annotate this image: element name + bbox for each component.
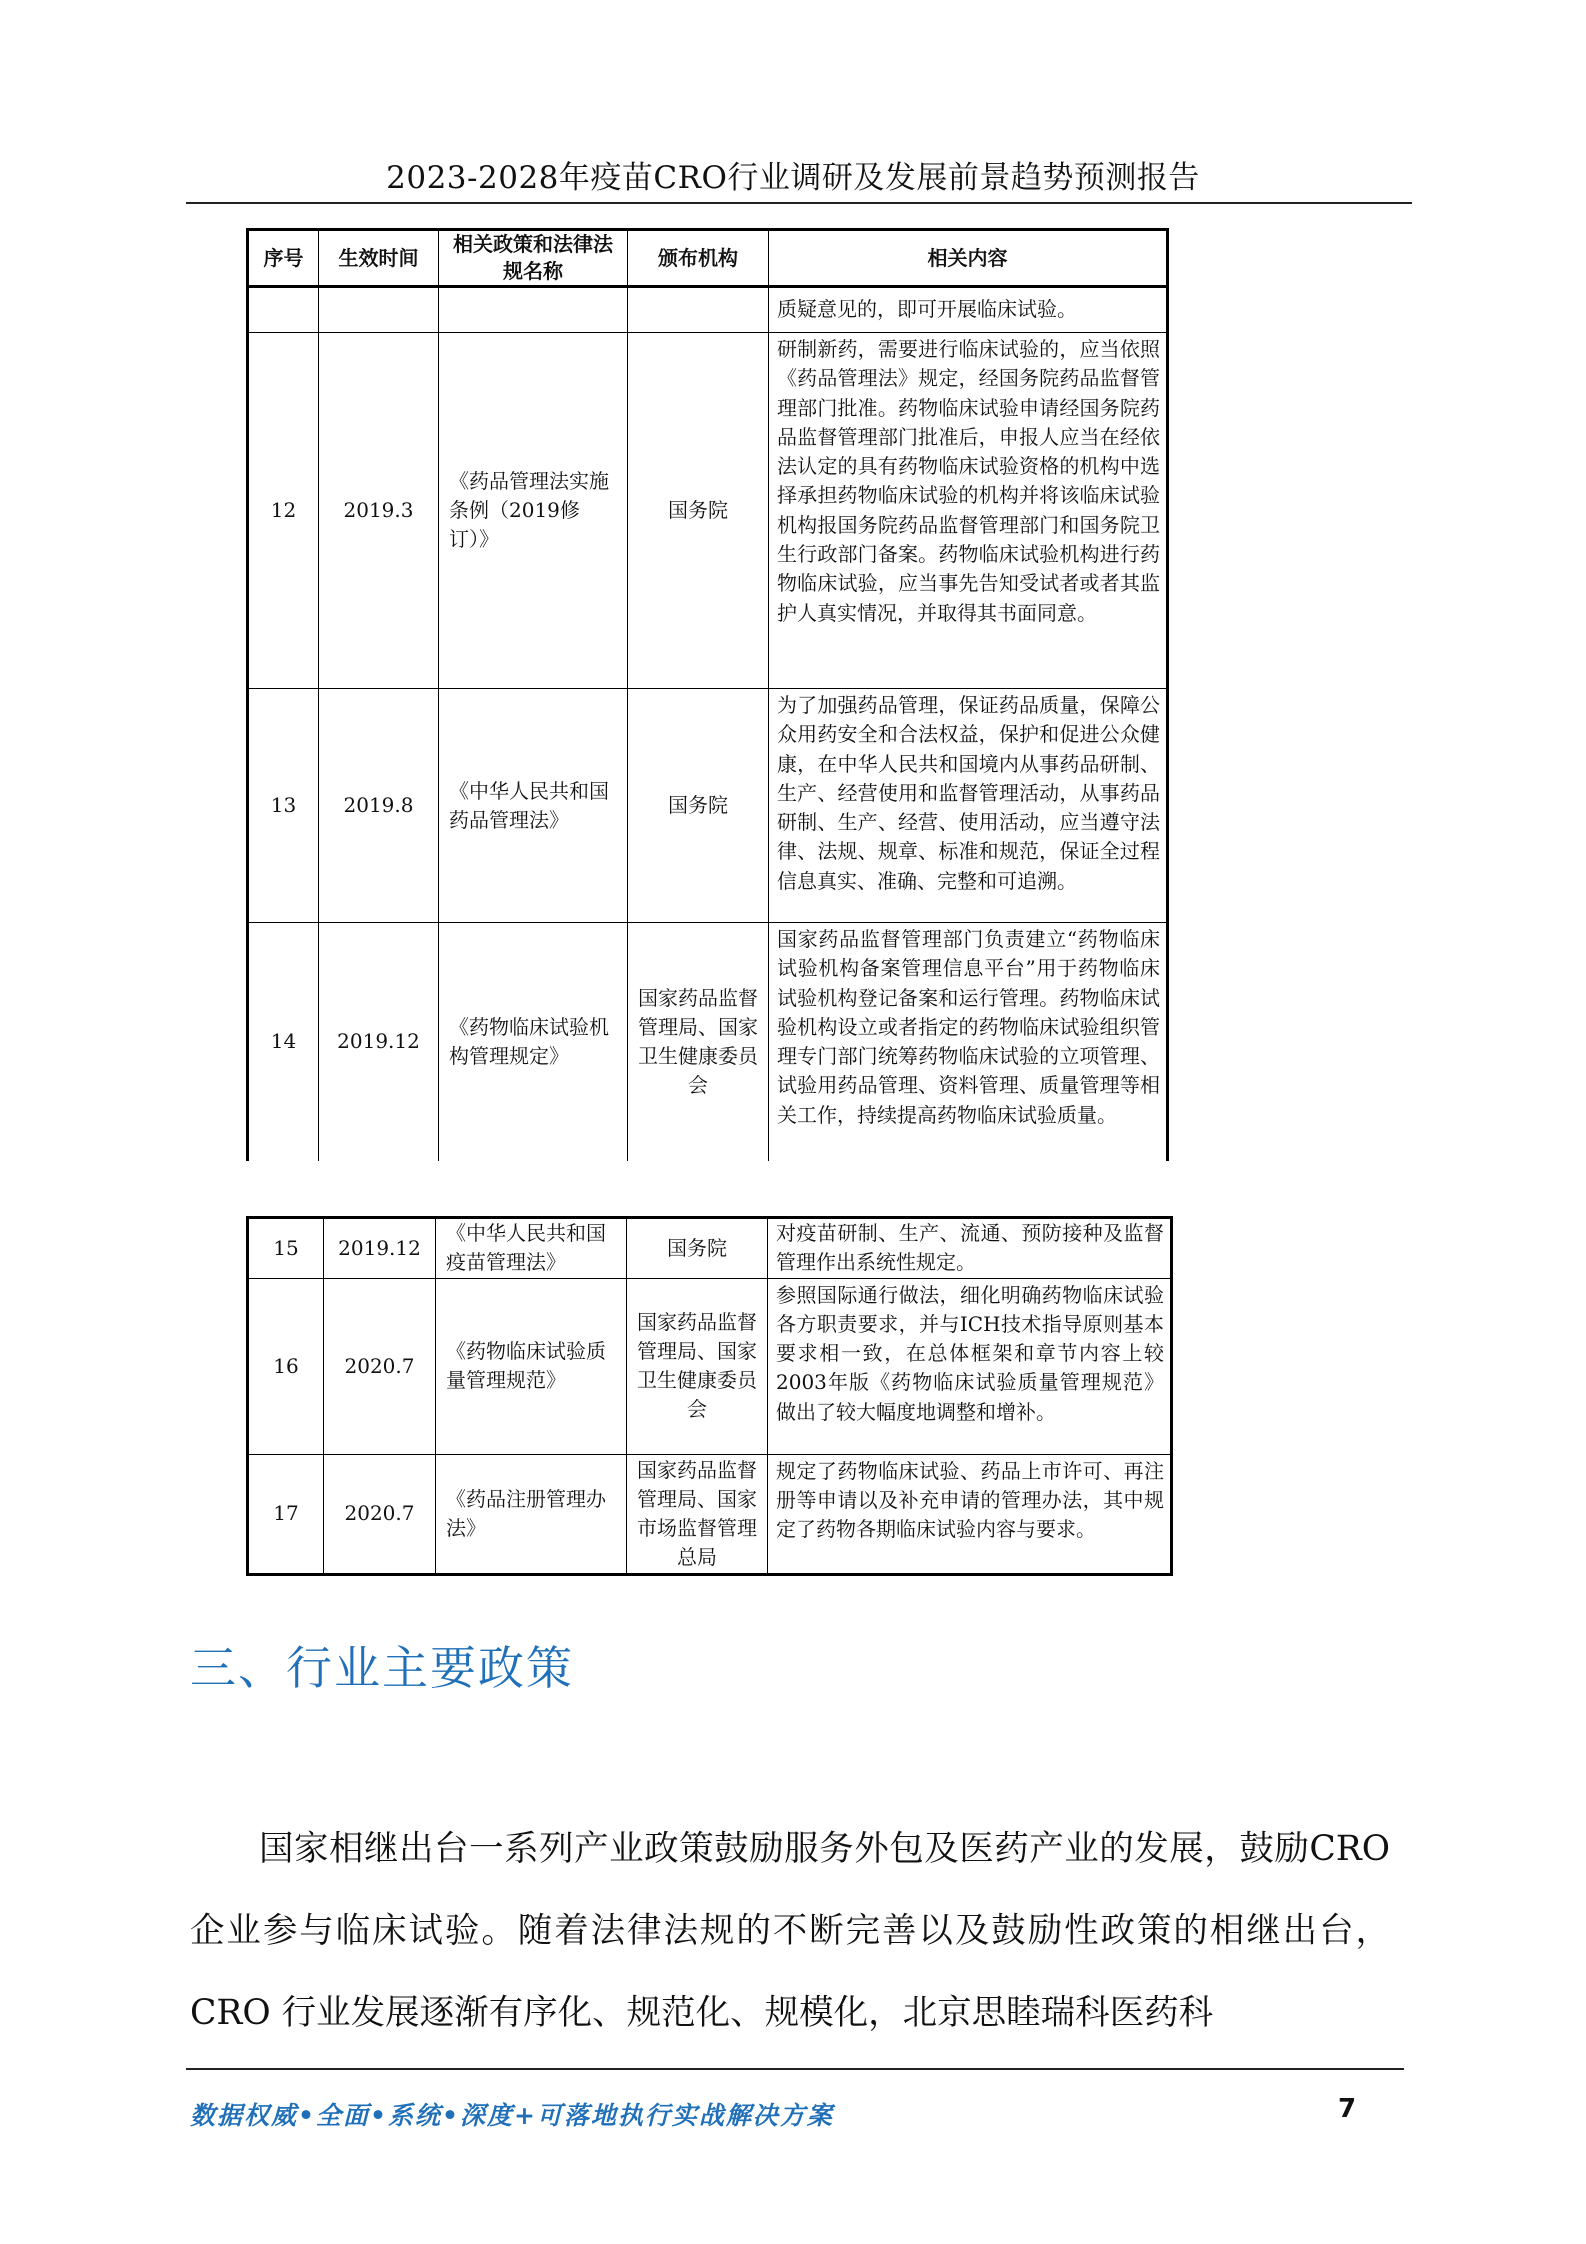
cell-date: 2019.12 [324,1218,436,1279]
cell-org [628,287,769,333]
cell-org: 国家药品监督管理局、国家卫生健康委员会 [628,923,769,1161]
table-row [248,1278,1172,1454]
cell-no [248,287,319,333]
cell-org: 国务院 [628,333,769,689]
table-row [248,333,1168,689]
column-header-date: 生效时间 [319,230,439,287]
cell-content: 研制新药，需要进行临床试验的，应当依照《药品管理法》规定，经国务院药品监督管理部门批准。药物临床试验申请经国务院药品监督管理部门批准后，申报人应当在经依法认定的具有药物临床试验资格的机构中选择承担药物临床试验的机构并将该临床试验机构报国务院药品监督管理部门和国务院卫生行政部门备案。药物临床试验机构进行药物临床试验，应当事先告知受试者或者其监护人真实情况，并取得其书面同意。 [769,333,1168,689]
column-header-content: 相关内容 [769,230,1168,287]
cell-date [319,287,439,333]
cell-org: 国务院 [627,1218,768,1279]
policy-table-part-2 [246,1216,1173,1576]
cell-date: 2019.12 [319,923,439,1161]
body-paragraph: 国家相继出台一系列产业政策鼓励服务外包及医药产业的发展，鼓励CRO 企业参与临床试验。随着法律法规的不断完善以及鼓励性政策的相继出台，CRO 行业发展逐渐有序化、规范化、规模化，北京思睦瑞科医药科 [190,1829,1390,2033]
cell-no: 15 [248,1218,324,1279]
column-header-name: 相关政策和法律法规名称 [439,230,628,287]
cell-content: 对疫苗研制、生产、流通、预防接种及监督管理作出系统性规定。 [768,1218,1172,1279]
cell-org: 国家药品监督管理局、国家市场监督管理总局 [627,1454,768,1574]
cell-name: 《中华人民共和国药品管理法》 [439,689,628,923]
cell-content: 规定了药物临床试验、药品上市许可、再注册等申请以及补充申请的管理办法，其中规定了药物各期临床试验内容与要求。 [768,1454,1172,1574]
cell-name: 《药品注册管理办法》 [436,1454,627,1574]
header-divider [186,202,1412,204]
cell-date: 2019.3 [319,333,439,689]
section-heading: 三、行业主要政策 [190,1641,574,1695]
page-number: 7 [1338,2094,1357,2124]
cell-no: 16 [248,1278,324,1454]
cell-name: 《药物临床试验质量管理规范》 [436,1278,627,1454]
table-row [248,923,1168,1161]
cell-content: 为了加强药品管理，保证药品质量，保障公众用药安全和合法权益，保护和促进公众健康，在中华人民共和国境内从事药品研制、生产、经营使用和监督管理活动，从事药品研制、生产、经营、使用活动，应当遵守法律、法规、规章、标准和规范，保证全过程信息真实、准确、完整和可追溯。 [769,689,1168,923]
cell-no: 14 [248,923,319,1161]
cell-date: 2019.8 [319,689,439,923]
cell-org: 国务院 [628,689,769,923]
cell-date: 2020.7 [324,1278,436,1454]
cell-name: 《药品管理法实施条例（2019修订）》 [439,333,628,689]
column-header-no: 序号 [248,230,319,287]
footer-slogan: 数据权威•全面•系统•深度+可落地执行实战解决方案 [190,2101,834,2130]
cell-org: 国家药品监督管理局、国家卫生健康委员会 [627,1278,768,1454]
cell-name: 《中华人民共和国疫苗管理法》 [436,1218,627,1279]
footer-divider [186,2068,1404,2070]
cell-no: 13 [248,689,319,923]
cell-content: 参照国际通行做法，细化明确药物临床试验各方职责要求，并与ICH技术指导原则基本要求相一致，在总体框架和章节内容上较2003年版《药物临床试验质量管理规范》做出了较大幅度地调整和增补。 [768,1278,1172,1454]
cell-content: 国家药品监督管理部门负责建立“药物临床试验机构备案管理信息平台”用于药物临床试验机构登记备案和运行管理。药物临床试验机构设立或者指定的药物临床试验组织管理专门部门统筹药物临床试验的立项管理、试验用药品管理、资料管理、质量管理等相关工作，持续提高药物临床试验质量。 [769,923,1168,1161]
table-row [248,1454,1172,1574]
cell-date: 2020.7 [324,1454,436,1574]
column-header-org: 颁布机构 [628,230,769,287]
cell-name [439,287,628,333]
table-row [248,689,1168,923]
page-header-title: 2023-2028年疫苗CRO行业调研及发展前景趋势预测报告 [386,160,1200,196]
cell-content: 质疑意见的，即可开展临床试验。 [769,287,1168,333]
policy-table-part-1 [246,228,1169,1161]
cell-no: 17 [248,1454,324,1574]
cell-name: 《药物临床试验机构管理规定》 [439,923,628,1161]
cell-no: 12 [248,333,319,689]
table-row [248,1218,1172,1279]
table-row-continued [248,287,1168,333]
